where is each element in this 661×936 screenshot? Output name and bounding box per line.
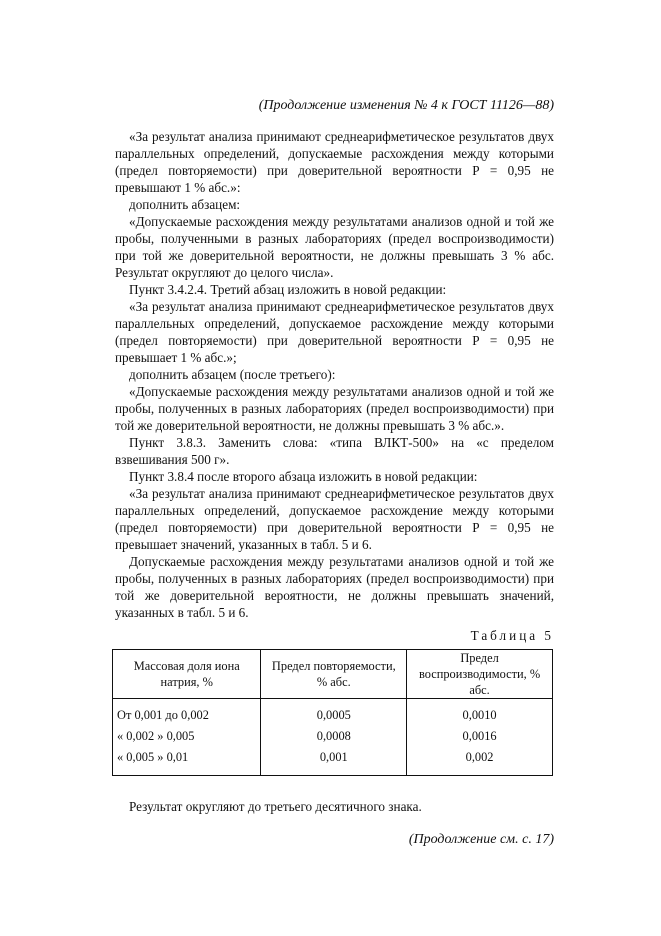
- result-note: Результат округляют до третьего десятичного знака.: [129, 799, 422, 814]
- table-cell: 0,0016: [407, 726, 553, 747]
- document-body: [115, 128, 554, 848]
- table-cell: 0,0008: [261, 726, 407, 747]
- table-header-row: [113, 650, 553, 699]
- table-row: [113, 747, 553, 776]
- column-header: Массовая доля иона натрия, %: [113, 650, 261, 699]
- table-cell: 0,0005: [261, 699, 407, 727]
- table-cell: От 0,001 до 0,002: [113, 699, 261, 727]
- table-cell: 0,002: [407, 747, 553, 776]
- paragraph: Пункт 3.8.3. Заменить слова: «типа ВЛКТ-500» на «с пределом взвешивания 500 г».: [115, 435, 554, 467]
- table-cell: « 0,005 » 0,01: [113, 747, 261, 776]
- column-header: Предел повторяемости, % абс.: [261, 650, 407, 699]
- page-footer: (Продолжение см. с. 17): [408, 832, 554, 847]
- data-table: [112, 649, 553, 776]
- paragraph: «За результат анализа принимают среднеарифметическое результатов двух параллельных определений, допускаемые расхождения между которыми (предел повторяемости) при доверительной вероятности Р = 0,95 не превышают 1 % абс.»:: [115, 129, 554, 195]
- paragraph: Допускаемые расхождения между результатами анализов одной и той же пробы, полученных в разных лабораториях (предел воспроизводимости) при той же доверительной вероятности, не должны превышать значений, указанных в табл. 5 и 6.: [115, 554, 554, 620]
- table-cell: 0,001: [261, 747, 407, 776]
- paragraph: «Допускаемые расхождения между результатами анализов одной и той же пробы, полученными в разных лабораториях (предел воспроизводимости) при той же доверительной вероятности, не должны превышать 3 % абс. Результат округляют до целого числа».: [115, 214, 554, 280]
- paragraph: «За результат анализа принимают среднеарифметическое результатов двух параллельных определений, допускаемое расхождение между которыми (предел повторяемости) при доверительной вероятности Р = 0,95 не превышает значений, указанных в табл. 5 и 6.: [115, 486, 554, 552]
- paragraph: дополнить абзацем (после третьего):: [129, 367, 336, 382]
- column-header: Предел воспроизводимости, % абс.: [407, 650, 553, 699]
- table-row: [113, 699, 553, 727]
- paragraph: Пункт 3.8.4 после второго абзаца изложить в новой редакции:: [129, 469, 478, 484]
- paragraph: «За результат анализа принимают среднеарифметическое результатов двух параллельных определений, допускаемое расхождение между которыми (предел повторяемости) при доверительной вероятности Р = 0,95 не превышает 1 % абс.»;: [115, 299, 554, 365]
- table-cell: « 0,002 » 0,005: [113, 726, 261, 747]
- page-header: (Продолжение изменения № 4 к ГОСТ 11126—88): [258, 98, 554, 113]
- paragraph: «Допускаемые расхождения между результатами анализов одной и той же пробы, полученных в разных лабораториях (предел воспроизводимости) при той же доверительной вероятности, не должны превышать 3 % абс.».: [115, 384, 554, 433]
- paragraph: дополнить абзацем:: [129, 197, 241, 212]
- paragraph: Пункт 3.4.2.4. Третий абзац изложить в новой редакции:: [129, 282, 447, 297]
- table-caption: Таблица 5: [470, 628, 554, 643]
- table-row: [113, 726, 553, 747]
- table-cell: 0,0010: [407, 699, 553, 727]
